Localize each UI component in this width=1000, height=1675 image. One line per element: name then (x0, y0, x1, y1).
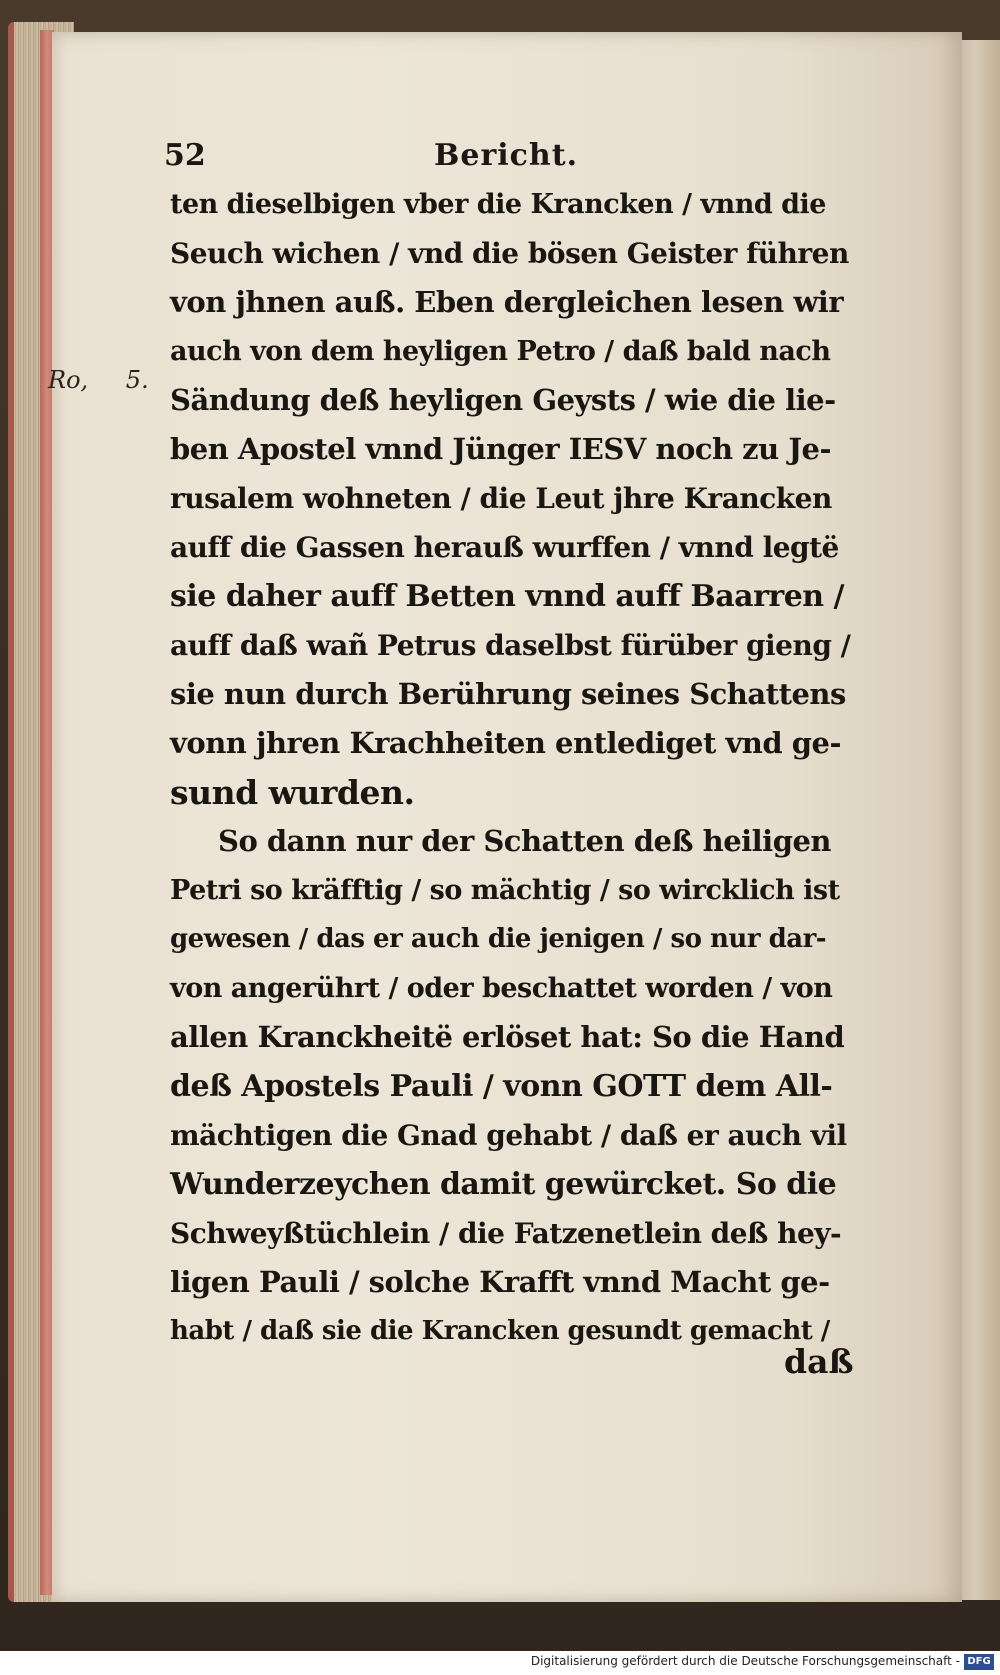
text-line: mächtigen die Gnad gehabt / daß er auch vil (170, 1119, 847, 1152)
text-line: Seuch wichen / vnd die bösen Geister führen (170, 237, 849, 270)
text-line: Wunderzeychen damit gewürcket. So die (170, 1167, 837, 1202)
margin-reference (48, 366, 149, 394)
footer-credit: Digitalisierung gefördert durch die Deutsche Forschungsgemeinschaft - (530, 1654, 960, 1668)
catchword: daß (784, 1342, 854, 1381)
text-line: vonn jhren Krachheiten entlediget vnd ge- (170, 726, 842, 760)
margin-reference-label: Ro, (48, 366, 89, 394)
text-line-paragraph-start: So dann nur der Schatten deß heiligen (218, 824, 832, 858)
text-line: Schweyßtüchlein / die Fatzenetlein deß hey- (170, 1217, 842, 1250)
page-header (164, 138, 824, 178)
digitization-footer (0, 1651, 1000, 1675)
margin-reference-number: 5. (125, 366, 149, 394)
text-line: rusalem wohneten / die Leut jhre Krancken (170, 482, 832, 515)
text-line: von angerührt / oder beschattet worden / von (170, 973, 833, 1004)
text-line: auff die Gassen herauß wurffen / vnnd legtë (170, 531, 839, 564)
body-text (170, 180, 850, 1356)
page-number: 52 (164, 138, 206, 173)
text-line: ben Apostel vnnd Jünger IESV noch zu Je- (170, 432, 832, 466)
text-line: Petri so kräfftig / so mächtig / so wircklich ist (170, 875, 840, 906)
text-line: auch von dem heyligen Petro / daß bald nach (170, 336, 831, 367)
text-line: allen Kranckheitë erlöset hat: So die Hand (170, 1020, 845, 1054)
facing-page-strip (960, 40, 1000, 1600)
text-line: auff daß wañ Petrus daselbst fürüber gieng / (170, 629, 851, 662)
dfg-logo-icon: DFG (964, 1654, 994, 1670)
text-line: habt / daß sie die Krancken gesundt gemacht / (170, 1316, 830, 1346)
text-line: deß Apostels Pauli / vonn GOTT dem All- (170, 1069, 833, 1104)
text-line: sund wurden. (170, 773, 415, 812)
text-line: von jhnen auß. Eben dergleichen lesen wir (170, 285, 844, 319)
text-line: ten dieselbigen vber die Krancken / vnnd die (170, 189, 826, 220)
text-line: ligen Pauli / solche Krafft vnnd Macht ge- (170, 1265, 830, 1299)
text-line: Sändung deß heyligen Geysts / wie die lie- (170, 383, 836, 417)
text-line: sie nun durch Berührung seines Schattens (170, 677, 846, 711)
text-line: gewesen / das er auch die jenigen / so nur dar- (170, 924, 827, 954)
text-line: sie daher auff Betten vnnd auff Baarren / (170, 579, 845, 614)
running-head: Bericht. (434, 138, 579, 173)
